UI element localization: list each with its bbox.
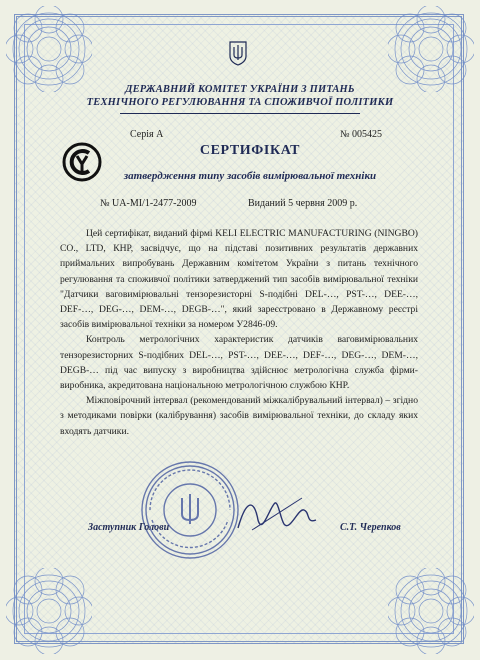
body-paragraph-1: Цей сертифікат, виданий фірмі KELI ELECTRIC MANUFACTURING (NINGBO) CO., LTD, КНР, засвідчує, що на підставі позитивних результатів державних приймальних випробувань Державним комітетом України з питань технічного регулювання та споживчої політики затверджений тип засобів вимірювальної техніки "Датчики ваговимірювальні тензорезисторні S-подібні DEL-…, PST-…, DEE-…, DEF-…, DEG-…, DEM-…, DEGB-…", який зареєстровано в Державному реєстрі засобів вимірювальної техніки за номером У2846-09.	[60, 228, 418, 331]
corner-rosette-top-right	[388, 6, 474, 92]
body-paragraph-3: Міжповірочний інтервал (рекомендований міжкалібрувальний інтервал) – згідно з методиками повірки (калібрування) засобів вимірювальної техніки, до складу яких входять датчики.	[60, 395, 418, 437]
body-paragraph-2: Контроль метрологічних характеристик датчиків ваговимірювальних тензорезисторних S-подібних DEL-…, PST-…, DEE-…, DEF-…, DEG-…, DEM-…, DEGB-… під час випуску з виробництва здійснює метрологічна служба фірми-виробника, акредитована національною метрологічною службою КНР.	[60, 334, 418, 392]
corner-rosette-top-left	[6, 6, 92, 92]
signatory-name: С.Т. Черепков	[340, 522, 401, 533]
corner-rosette-bottom-right	[388, 568, 474, 654]
issuer-line-2: ТЕХНІЧНОГО РЕГУЛЮВАННЯ ТА СПОЖИВЧОЇ ПОЛІТИКИ	[86, 97, 394, 108]
trident-emblem-icon	[228, 40, 248, 66]
certificate-subtitle: затвердження типу засобів вимірювальної техніки	[123, 170, 377, 182]
registration-number: № UA-MI/1-2477-2009	[100, 198, 197, 209]
corner-rosette-bottom-left	[6, 568, 92, 654]
certificate-series: Серія А	[130, 129, 164, 140]
certificate-body	[60, 226, 418, 439]
round-seal-stamp	[138, 458, 242, 562]
certificate-title: СЕРТИФІКАТ	[199, 143, 301, 158]
issuer-line-1: ДЕРЖАВНИЙ КОМІТЕТ УКРАЇНИ З ПИТАНЬ	[125, 84, 355, 95]
handwritten-signature	[232, 490, 322, 540]
conformity-mark-icon	[62, 142, 102, 182]
signatory-position: Заступник Голови	[88, 522, 170, 533]
certificate-number: № 005425	[340, 129, 383, 140]
issue-date: Виданий 5 червня 2009 р.	[248, 198, 358, 209]
header-divider	[120, 113, 360, 114]
